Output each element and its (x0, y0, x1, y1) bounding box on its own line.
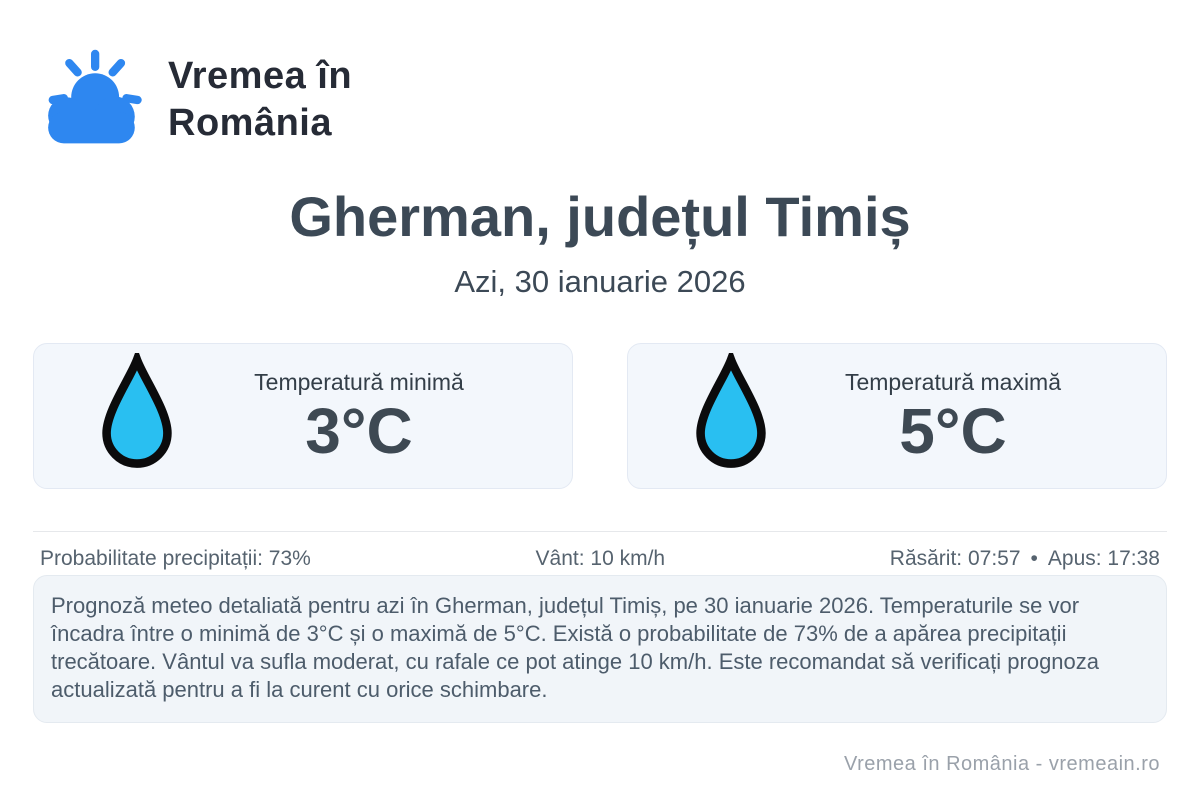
precipitation-stat: Probabilitate precipitații: 73% (40, 547, 311, 570)
sunrise-stat: Răsărit: 07:57 (889, 547, 1021, 570)
max-temperature-label: Temperatură maximă (844, 368, 1062, 395)
min-temperature-text (176, 368, 572, 467)
brand-name-line1: Vremea în (168, 55, 353, 97)
brand-name (168, 53, 352, 147)
sun-cloud-icon (38, 48, 144, 152)
bullet-separator: • (1030, 547, 1038, 570)
max-temperature-text (770, 368, 1166, 467)
brand-logo (38, 48, 352, 152)
page-date: Azi, 30 ianuarie 2026 (454, 264, 746, 299)
wind-stat: Vânt: 10 km/h (535, 547, 666, 570)
sun-times-stat (890, 547, 1160, 571)
min-temperature-card (33, 343, 573, 489)
page-title: Gherman, județul Timiș (289, 185, 911, 248)
min-temperature-value: 3°C (305, 394, 413, 467)
footer-credit: Vremea în România - vremeain.ro (844, 753, 1160, 775)
min-temperature-label: Temperatură minimă (254, 368, 464, 395)
temperature-cards (33, 343, 1167, 489)
stats-row (33, 531, 1167, 571)
forecast-description: Prognoză meteo detaliată pentru azi în Gherman, județul Timiș, pe 30 ianuarie 2026. Temperaturile se vor încadra între o minimă de 3°C și o maximă de 5°C. Există o probabilitate de 73% de a apărea precipitații trecătoare. Vântul va sufla moderat, cu rafale ce pot atinge 10 km/h. Este recomandat să verificați prognoza actualizată pentru a fi la curent cu orice schimbare. (33, 575, 1167, 723)
water-drop-icon (692, 353, 770, 479)
water-drop-icon (98, 353, 176, 479)
max-temperature-value: 5°C (899, 394, 1007, 467)
brand-name-line2: România (168, 102, 332, 144)
sunset-stat: Apus: 17:38 (1047, 547, 1160, 570)
max-temperature-card (627, 343, 1167, 489)
